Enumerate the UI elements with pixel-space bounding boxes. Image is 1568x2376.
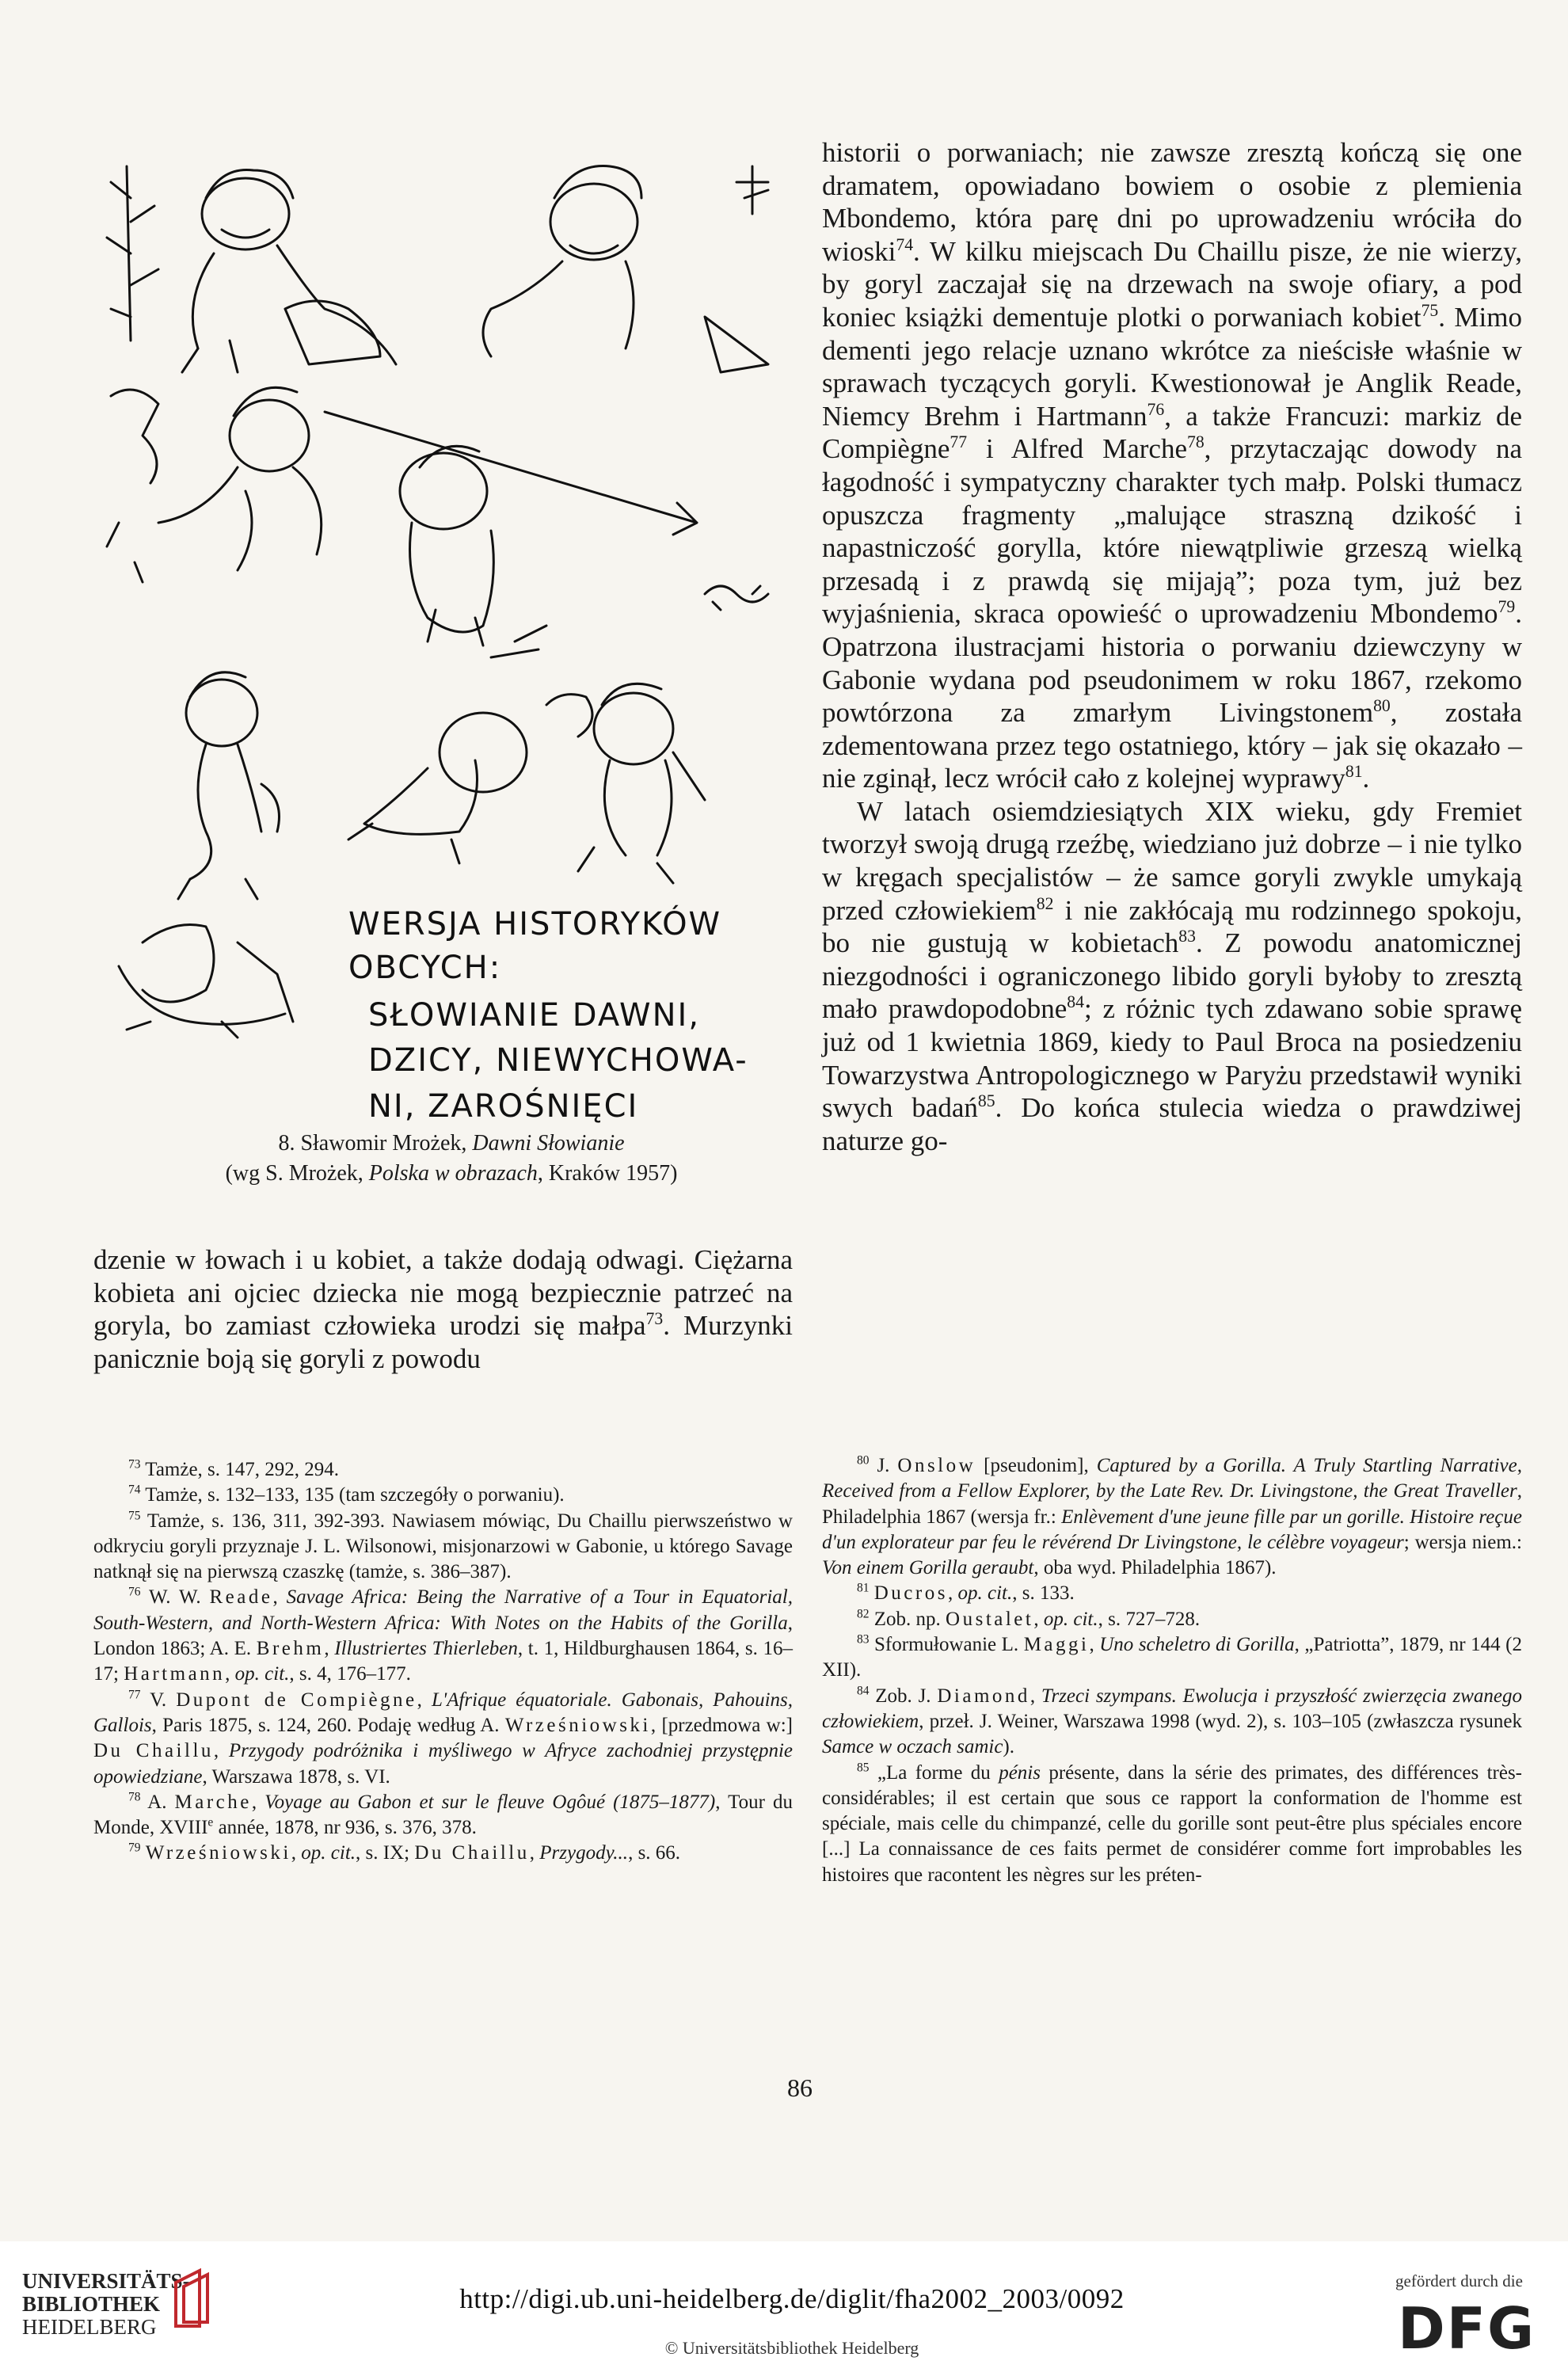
dfg-logo: DFG: [1398, 2295, 1536, 2362]
library-logo-text: UNIVERSITÄTS- BIBLIOTHEK HEIDELBERG: [22, 2269, 190, 2339]
illustration-text-line1: WERSJA HISTORYKÓW: [348, 906, 722, 942]
footnote-78: $^{78}$ A. Marche, Voyage au Gabon et sur le fleuve Ogôué (1875–1877), Tour du Monde, XVIIIe année, 1878, nr 936, s. 376, 378.: [93, 1790, 793, 1839]
footnote-82: $^{82}$ Zob. np. Oustalet, op. cit., s. 727–728.: [857, 1607, 1201, 1630]
footnote-85: $^{85}$ „La forme du pénis présente, dans la série des primates, des différences très-considérables; il est certain que sous ce rapport la conformation de l'homme est spéciale, mais celle du chimpanzé, celle du gorille sont peut-être plus spéciales encore [...] La connaissance de ces faits permet de considérer comme fort improbables les histoires que racontent les nègres sur les préten-: [822, 1761, 1522, 1886]
footnote-79: $^{79}$ Wrześniowski, op. cit., s. IX; Du Chaillu, Przygody..., s. 66.: [128, 1841, 681, 1864]
illustration-text-line5: NI, ZAROŚNIĘCI: [368, 1088, 639, 1125]
footnote-ref: 73: [645, 1309, 664, 1329]
illustration-text-line4: DZICY, NIEWYCHOWA-: [368, 1042, 748, 1079]
page-number: 86: [787, 2073, 813, 2102]
source-url-link[interactable]: http://digi.ub.uni-heidelberg.de/diglit/fha2002_2003/0092: [459, 2283, 1125, 2314]
right-column-body-text: [822, 136, 1522, 1157]
body-paragraph: dzenie w łowach i u kobiet, a także dodają odwagi. Ciężarna kobieta ani ojciec dziecka nie mogą bezpiecznie patrzeć na goryla, bo zamiast człowieka urodzi się małpa$^{73}$. Murzynki panicznie boją się goryli z powodu: [93, 1244, 793, 1374]
copyright-notice: © Universitätsbibliothek Heidelberg: [664, 2338, 919, 2358]
body-paragraph: W latach osiemdziesiątych XIX wieku, gdy Fremiet tworzył swoją drugą rzeźbę, wiedziano już dobrze – i nie tylko w kręgach specjalistów – że samce goryli zwykle umykają przed człowiekiem$^{82}$ i nie zakłócają mu rodzinnego spokoju, bo nie gustują w kobietach$^{83}$. Z powodu anatomicznej niezgodności i ograniczonego libido goryli byłoby to zresztą mało prawdopodobne$^{84}$; z różnic tych zdawano sobie sprawę już od 1 kwietnia 1869, kiedy to Paul Broca na posiedzeniu Towarzystwa Antropologicznego w Paryżu przedstawił wyniki swych badań$^{85}$. Do końca stulecia wiedza o prawdziwej naturze go-: [822, 795, 1522, 1156]
illustration-text-line3: SŁOWIANIE DAWNI,: [368, 997, 701, 1034]
footnote-ref: 76: [1147, 399, 1165, 419]
footnote-ref: 74: [896, 234, 914, 254]
footnote-73: $^{73}$ Tamże, s. 147, 292, 294.: [128, 1457, 340, 1480]
footnote-81: $^{81}$ Ducros, op. cit., s. 133.: [857, 1582, 1075, 1605]
body-paragraph: historii o porwaniach; nie zawsze zresztą kończą się one dramatem, opowiadano bowiem o osobie z plemienia Mbondemo, która parę dni po uprowadzeniu wróciła do wioski$^{74}$. W kilku miejscach Du Chaillu pisze, że nie wierzy, by goryl zaczajał się na drzewach na swoje ofiary, a pod koniec książki dementuje plotki o porwaniach kobiet$^{75}$. Mimo dementi jego relacje uznano wkrótce za nieścisłe właśnie w sprawach tyczących goryli. Kwestionował je Anglik Reade, Niemcy Brehm i Hartmann$^{76}$, a także Francuzi: markiz de Compiègne$^{77}$ i Alfred Marche$^{78}$, przytaczając dowody na łagodność i sympatyczny charakter tych małp. Polski tłumacz opuszcza fragmenty „malujące straszną dzikość i napastniczość gorylla, które niewątpliwie grzeszą wielką przesadą i z prawdą się mijają”; poza tym, już bez wyjaśnienia, skraca opowieść o uprowadzeniu Mbondemo$^{79}$. Opatrzona ilustracjami historia o porwaniu dziewczyny w Gabonie wydana pod pseudonimem w roku 1867, rzekomo powtórzona za zmarłym Livingstonem$^{80}$, została zdementowana przez tego ostatniego, który – jak się okazało – nie zginął, lecz wrócił cało z kolejnej wyprawy$^{81}$.: [822, 137, 1522, 794]
footnote-ref: 82: [1036, 893, 1054, 913]
footnote-75: $^{75}$ Tamże, s. 136, 311, 392-393. Nawiasem mówiąc, Du Chaillu pierwszeństwo w odkryciu goryli przyznaje J. L. Wilsonowi, misjonarzowi w Gabonie, u którego Savage natknął się na pierwszą czaszkę (tamże, s. 386–387).: [93, 1509, 793, 1583]
footnote-ref: 78: [1186, 432, 1205, 452]
footnote-ref: 77: [950, 432, 968, 452]
footnote-ref: 81: [1345, 762, 1363, 782]
footnote-83: $^{83}$ Sformułowanie L. Maggi, Uno scheletro di Gorilla, „Patriotta”, 1879, nr 144 (2 XII).: [822, 1632, 1522, 1681]
illustration-text-line2: OBCYCH:: [348, 950, 502, 986]
footnote-ref: 79: [1498, 597, 1516, 617]
footnotes-right: [822, 1453, 1522, 1888]
left-column-body-text: [93, 1243, 793, 1375]
footnote-76: $^{76}$ W. W. Reade, Savage Africa: Being the Narrative of a Tour in Equatorial, South-Western, and North-Western Africa: With Notes on the Habits of the Gorilla, London 1863; A. E. Brehm, Illustriertes Thierleben, t. 1, Hildburghausen 1864, s. 16–17; Hartmann, op. cit., s. 4, 176–177.: [93, 1586, 793, 1685]
library-logo-icon: [168, 2267, 223, 2330]
footnote-ref: 75: [1421, 300, 1439, 320]
footnotes-left: [93, 1457, 793, 1867]
footnote-ref: 80: [1373, 696, 1391, 716]
caption-line1: 8. Sławomir Mrożek, Dawni Słowianie: [278, 1131, 625, 1156]
footnote-84: $^{84}$ Zob. J. Diamond, Trzeci szympans. Ewolucja i przyszłość zwierzęcia zwanego człowiekiem, przeł. J. Weiner, Warszawa 1998 (wyd. 2), s. 103–105 (zwłaszcza rysunek Samce w oczach samic).: [822, 1684, 1523, 1758]
footnote-ref: 85: [977, 1091, 995, 1111]
footnote-80: $^{80}$ J. Onslow [pseudonim], Captured by a Gorilla. A Truly Startling Narrative, Received from a Fellow Explorer, by the Late Rev. Dr. Livingstone, the Great Traveller, Philadelphia 1867 (wersja fr.: Enlèvement d'une jeune fille par un gorille. Histoire reçue d'un explorateur par feu le révérend Dr Livingstone, le célèbre voyageur; wersja niem.: Von einem Gorilla geraubt, oba wyd. Philadelphia 1867).: [822, 1453, 1523, 1579]
mrozek-cartoon-illustration: [87, 150, 800, 1140]
caption-line2: (wg S. Mrożek, Polska w obrazach, Kraków 1957): [225, 1161, 678, 1186]
footnote-74: $^{74}$ Tamże, s. 132–133, 135 (tam szczegóły o porwaniu).: [128, 1483, 565, 1506]
figure-caption: [103, 1129, 800, 1189]
footnote-ref: 83: [1178, 927, 1196, 946]
footnote-ref: 84: [1067, 992, 1084, 1012]
funding-label: gefördert durch die: [1395, 2271, 1523, 2290]
footnote-77: $^{77}$ V. Dupont de Compiègne, L'Afrique équatoriale. Gabonais, Pahouins, Gallois, Paris 1875, s. 124, 260. Podaję według A. Wrześniowski, [przedmowa w:] Du Chaillu, Przygody podróżnika i myśliwego w Afryce zachodniej przystępnie opowiedziane, Warszawa 1878, s. VI.: [93, 1688, 794, 1788]
